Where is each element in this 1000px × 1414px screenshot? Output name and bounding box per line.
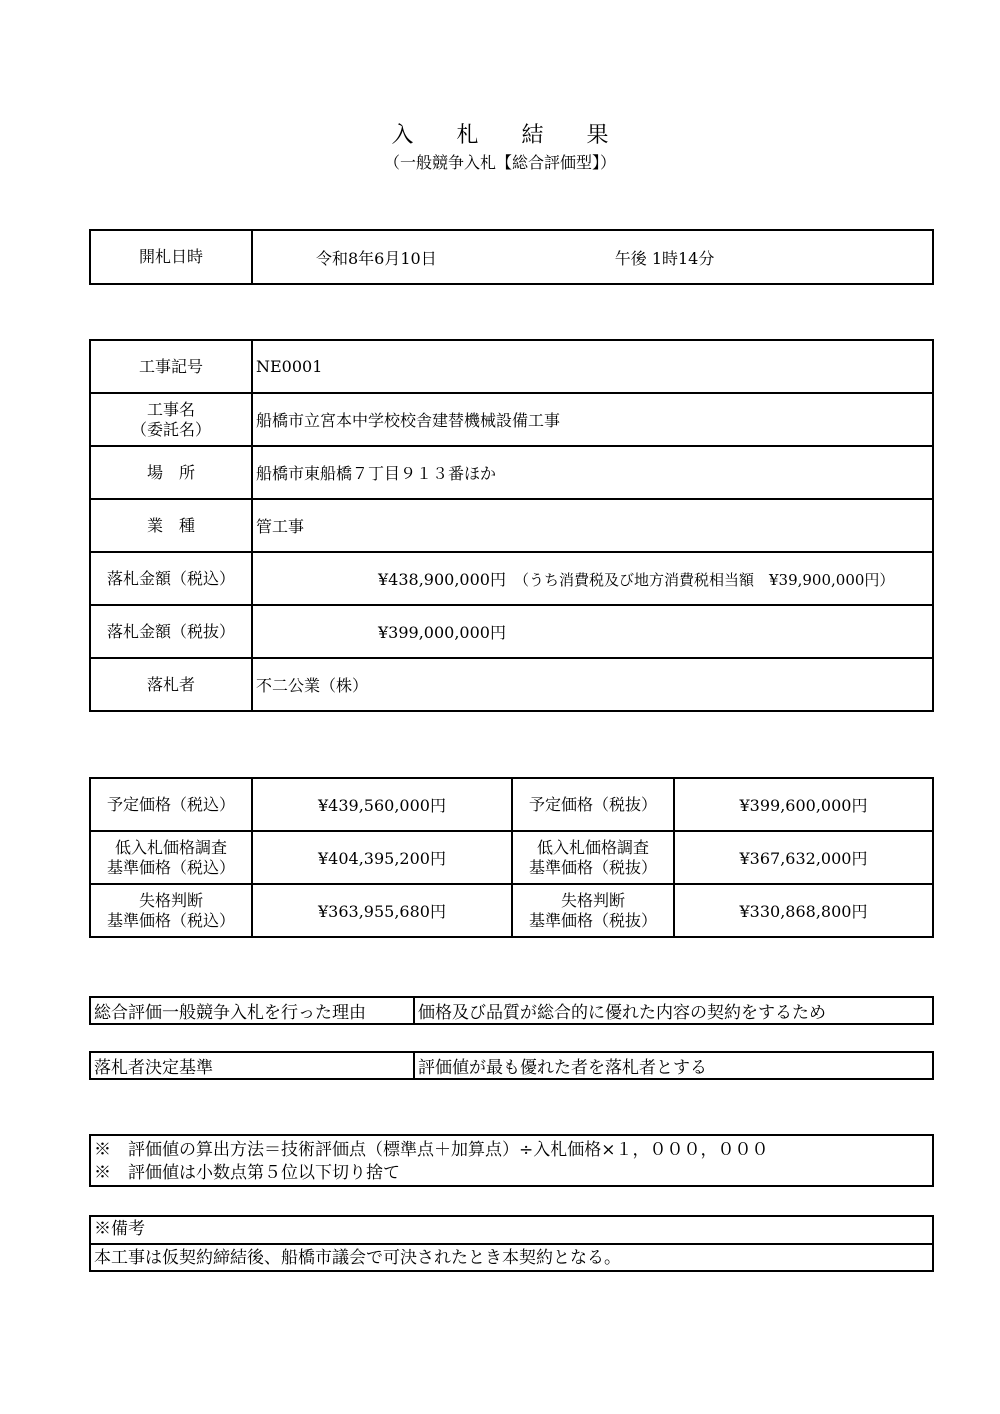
bid-incl-cell xyxy=(252,552,933,605)
opening-date: 令和8年6月10日 xyxy=(316,248,437,268)
location-value: 船橋市東船橋７丁目９１３番ほか xyxy=(252,446,933,499)
low-price-row xyxy=(90,831,933,884)
low-incl-label-line1: 低入札価格調査 xyxy=(114,837,227,857)
price-table xyxy=(89,777,934,938)
low-excl-label xyxy=(512,831,674,884)
disq-excl-label-line2: 基準価格（税抜） xyxy=(528,910,657,930)
disq-incl-label-line1: 失格判断 xyxy=(138,890,203,910)
disq-excl-value: ¥330,868,800円 xyxy=(674,884,933,937)
winner-value: 不二公業（株） xyxy=(252,658,933,711)
bid-incl-amount: ¥438,900,000円 xyxy=(378,570,506,589)
bid-excl-cell xyxy=(252,605,933,658)
planned-excl-label: 予定価格（税抜） xyxy=(512,778,674,831)
opening-label: 開札日時 xyxy=(90,230,252,284)
criteria-value: 評価値が最も優れた者を落札者とする xyxy=(414,1052,933,1079)
project-table xyxy=(89,339,934,712)
disq-incl-label-line2: 基準価格（税込） xyxy=(106,910,235,930)
note-line: ※ 評価値は小数点第５位以下切り捨て xyxy=(94,1163,400,1183)
reason-value: 価格及び品質が総合的に優れた内容の契約をするため xyxy=(414,997,933,1024)
project-code-label: 工事記号 xyxy=(90,340,252,393)
opening-table xyxy=(89,229,934,285)
low-incl-value: ¥404,395,200円 xyxy=(252,831,512,884)
bid-excl-amount: ¥399,000,000円 xyxy=(378,623,506,642)
disq-incl-label xyxy=(90,884,252,937)
planned-incl-value: ¥439,560,000円 xyxy=(252,778,512,831)
evaluation-notes xyxy=(89,1134,934,1187)
remarks-box xyxy=(89,1215,934,1272)
low-incl-label-line2: 基準価格（税込） xyxy=(106,857,235,877)
remarks-body: 本工事は仮契約締結後、船橋市議会で可決されたとき本契約となる。 xyxy=(94,1248,621,1268)
disq-price-row xyxy=(90,884,933,937)
planned-incl-label: 予定価格（税込） xyxy=(90,778,252,831)
planned-excl-value: ¥399,600,000円 xyxy=(674,778,933,831)
note-line: ※ 評価値の算出方法＝技術評価点（標準点＋加算点）÷入札価格×１，０００，０００ xyxy=(94,1140,769,1160)
winner-label: 落札者 xyxy=(90,658,252,711)
page-subtitle: （一般競争入札【総合評価型】） xyxy=(383,153,616,172)
location-label: 場 所 xyxy=(90,446,252,499)
project-name: 船橋市立宮本中学校校舎建替機械設備工事 xyxy=(252,393,933,446)
category-label: 業 種 xyxy=(90,499,252,552)
project-name-label-line2: （委託名） xyxy=(130,419,211,439)
project-code: NE0001 xyxy=(252,340,933,393)
opening-time: 午後 1時14分 xyxy=(614,248,715,268)
low-excl-label-line1: 低入札価格調査 xyxy=(536,837,649,857)
page-title: 入 札 結 果 xyxy=(391,123,627,148)
project-name-label xyxy=(90,393,252,446)
category-row xyxy=(90,499,933,552)
project-name-row xyxy=(90,393,933,446)
bid-excl-row xyxy=(90,605,933,658)
criteria-label: 落札者決定基準 xyxy=(90,1052,414,1079)
location-row xyxy=(90,446,933,499)
low-excl-label-line2: 基準価格（税抜） xyxy=(528,857,657,877)
low-incl-label xyxy=(90,831,252,884)
reason-table xyxy=(89,996,934,1025)
low-excl-value: ¥367,632,000円 xyxy=(674,831,933,884)
planned-price-row xyxy=(90,778,933,831)
disq-incl-value: ¥363,955,680円 xyxy=(252,884,512,937)
reason-label: 総合評価一般競争入札を行った理由 xyxy=(90,997,414,1024)
bid-incl-label: 落札金額（税込） xyxy=(90,552,252,605)
criteria-table xyxy=(89,1051,934,1080)
disq-excl-label-line1: 失格判断 xyxy=(560,890,625,910)
disq-excl-label xyxy=(512,884,674,937)
bid-excl-label: 落札金額（税抜） xyxy=(90,605,252,658)
bid-tax-note: （うち消費税及び地方消費税相当額 ¥39,900,000円） xyxy=(513,571,895,589)
category-value: 管工事 xyxy=(252,499,933,552)
remarks-heading: ※備考 xyxy=(91,1217,932,1245)
project-code-row xyxy=(90,340,933,393)
opening-datetime xyxy=(252,230,933,284)
bid-incl-row xyxy=(90,552,933,605)
winner-row xyxy=(90,658,933,711)
project-name-label-line1: 工事名 xyxy=(146,399,195,419)
